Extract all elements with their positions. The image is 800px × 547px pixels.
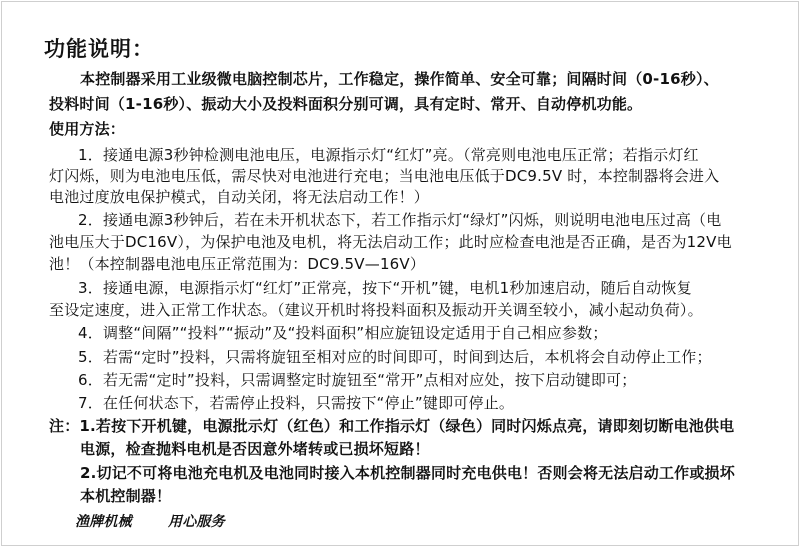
footer-brand: 渔牌机械 bbox=[75, 514, 132, 530]
note-line: 本机控制器！ bbox=[80, 487, 172, 505]
usage-line: 电池过度放电保护模式，自动关闭，将无法启动工作！） bbox=[49, 188, 430, 206]
usage-line: 池电压大于DC16V），为保护电池及电机，将无法启动工作；此时应检查电池是否正确，是否为12V电 bbox=[49, 233, 732, 251]
usage-line: 7．在任何状态下，若需停止投料，只需按下“停止”键即可停止。 bbox=[78, 394, 515, 412]
usage-line: 3．接通电源，电源指示灯“红灯”正常亮，按下“开机”键，电机1秒加速启动，随后自动恢复 bbox=[78, 279, 692, 297]
usage-line: 至设定速度，进入正常工作状态。（建议开机时将投料面积及振动开关调至较小，减小起动负荷）。 bbox=[49, 301, 703, 319]
page-title: 功能说明： bbox=[44, 37, 154, 61]
note-line: 2.切记不可将电池充电机及电池同时接入本机控制器同时充电供电！否则会将无法启动工作或损坏 bbox=[80, 464, 735, 482]
usage-line: 4．调整“间隔”“投料”“振动”及“投料面积”相应旋钮设定适用于自己相应参数； bbox=[78, 324, 608, 342]
usage-line: 6．若无需“定时”投料，只需调整定时旋钮至“常开”点相对应处，按下启动键即可； bbox=[78, 371, 637, 389]
usage-line: 池！（本控制器电池电压正常范围为：DC9.5V—16V） bbox=[49, 255, 426, 273]
intro-line-1: 本控制器采用工业级微电脑控制芯片，工作稳定，操作简单、安全可靠；间隔时间（0-16秒）、 bbox=[80, 70, 719, 88]
usage-heading: 使用方法： bbox=[49, 120, 126, 138]
note-line: 注：1.若按下开机键，电源批示灯（红色）和工作指示灯（绿色）同时闪烁点亮，请即刻切断电池供电 bbox=[49, 417, 735, 435]
intro-line-2: 投料时间（1-16秒）、振动大小及投料面积分别可调，具有定时、常开、自动停机功能。 bbox=[49, 95, 643, 113]
usage-line: 5．若需“定时”投料，只需将旋钮至相对应的时间即可，时间到达后，本机将会自动停止工作； bbox=[78, 348, 712, 366]
footer-slogan: 用心服务 bbox=[168, 514, 225, 530]
usage-line: 2．接通电源3秒钟后，若在未开机状态下，若工作指示灯“绿灯”闪烁，则说明电池电压过高（电 bbox=[78, 211, 722, 229]
usage-line: 灯闪烁，则为电池电压低，需尽快对电池进行充电；当电池电压低于DC9.5V 时，本控制器将会进入 bbox=[49, 167, 720, 185]
usage-line: 1．接通电源3秒钟检测电池电压，电源指示灯“红灯”亮。（常亮则电池电压正常；若指示灯红 bbox=[78, 146, 699, 164]
note-line: 电源，检查抛料电机是否因意外堵转或已损坏短路！ bbox=[80, 440, 430, 458]
